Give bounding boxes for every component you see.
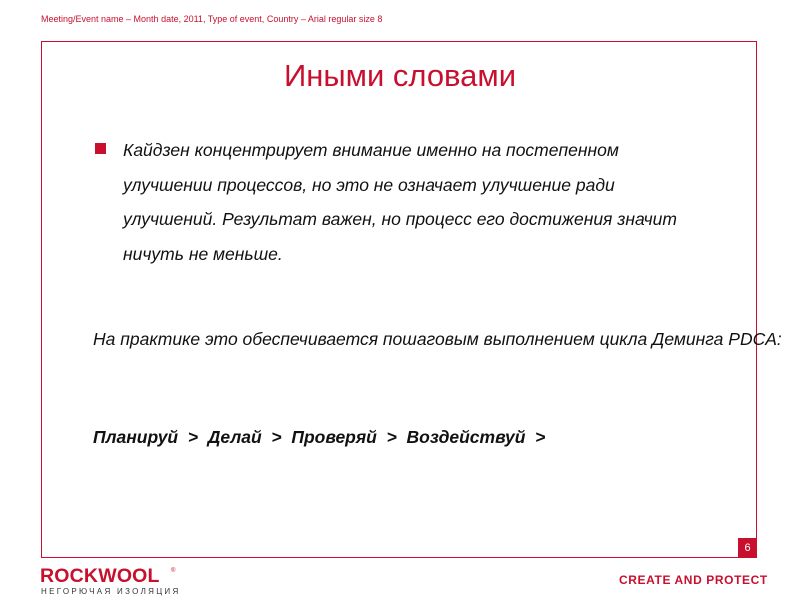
pdca-cycle-line: Планируй > Делай > Проверяй > Воздействуй > bbox=[93, 427, 546, 447]
square-bullet-icon bbox=[95, 143, 106, 154]
practice-paragraph: На практике это обеспечивается пошаговым выполнением цикла Деминга PDCA: bbox=[93, 329, 782, 349]
logo-subtitle: НЕГОРЮЧАЯ ИЗОЛЯЦИЯ bbox=[41, 587, 181, 596]
slide-frame bbox=[41, 41, 757, 558]
rockwool-logo bbox=[40, 565, 181, 596]
page-number-badge: 6 bbox=[738, 538, 757, 558]
bullet-text: Кайдзен концентрирует внимание именно на постепенном улучшении процессов, но это не означает улучшение ради улучшений. Результат важен, но процесс его достижения значит ничуть не меньше. bbox=[123, 140, 677, 264]
registered-mark: ® bbox=[171, 568, 176, 574]
meeting-info-line: Meeting/Event name – Month date, 2011, Type of event, Country – Arial regular size 8 bbox=[41, 14, 383, 24]
logo-wordmark: ROCKWOOL bbox=[40, 565, 160, 587]
tagline: CREATE AND PROTECT bbox=[619, 573, 768, 587]
slide-title: Иными словами bbox=[283, 58, 517, 93]
